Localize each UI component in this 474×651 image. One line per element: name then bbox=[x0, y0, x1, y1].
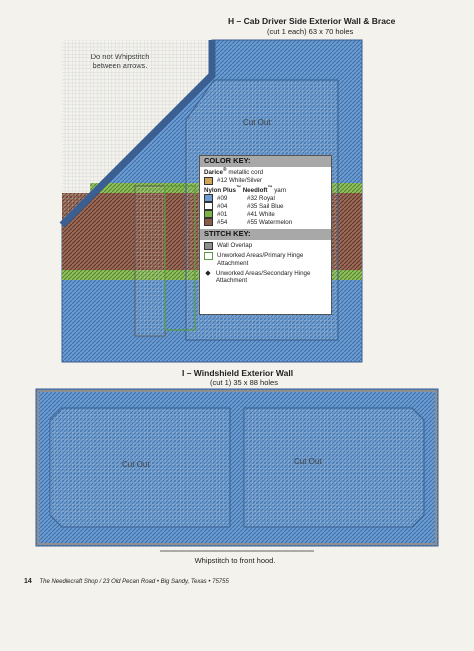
panel-i-title: I – Windshield Exterior Wall bbox=[182, 368, 294, 378]
footer-text: The Needlecraft Shop / 23 Old Pecan Road • Big Sandy, Texas • 75755 bbox=[39, 579, 229, 585]
swatch-green-outline bbox=[204, 252, 213, 260]
stitch-key-header: STITCH KEY: bbox=[200, 229, 331, 240]
key-row-yarn: #04 #35 Sail Blue bbox=[200, 202, 331, 210]
nylon-heading: Nylon Plus™ Needloft™ yarn bbox=[204, 184, 287, 194]
key-row-yarn: #09 #32 Royal bbox=[200, 194, 331, 202]
panel-i-note: Whipstitch to front hood. bbox=[194, 556, 276, 565]
key-row-darice: #12 White/Silver bbox=[200, 177, 331, 185]
panel-i-cutout-left-label: Cut Out bbox=[122, 460, 150, 469]
panel-i-subtitle: (cut 1) 35 x 88 holes bbox=[210, 378, 278, 387]
panel-h-cutout-label: Cut Out bbox=[243, 118, 271, 127]
swatch-gray bbox=[204, 242, 213, 250]
swatch-white bbox=[204, 202, 213, 210]
darice-heading: Darice® metallic cord bbox=[204, 167, 264, 177]
swatch-brown bbox=[204, 218, 213, 226]
color-key-header: COLOR KEY: bbox=[200, 156, 331, 167]
key-row-yarn: #54 #55 Watermelon bbox=[200, 218, 331, 226]
panel-h-title: H – Cab Driver Side Exterior Wall & Brace bbox=[228, 16, 396, 26]
swatch-blue bbox=[204, 194, 213, 202]
key-row-yarn: #01 #41 White bbox=[200, 210, 331, 218]
swatch-tan bbox=[204, 177, 213, 185]
stitch-row-wall-overlap: Wall Overlap bbox=[200, 242, 331, 250]
color-key-box bbox=[199, 155, 332, 315]
page-footer bbox=[24, 578, 229, 586]
page-number: 14 bbox=[24, 578, 32, 585]
panel-i-cutout-right bbox=[244, 408, 424, 527]
stitch-row-secondary-hinge: ◆ Unworked Areas/Secondary Hinge Attachment bbox=[205, 269, 311, 285]
panel-h-subtitle: (cut 1 each) 63 x 70 holes bbox=[267, 27, 354, 36]
swatch-green bbox=[204, 210, 213, 218]
diamond-icon: ◆ bbox=[205, 269, 211, 277]
stitch-row-primary-hinge: Unworked Areas/Primary Hinge Attachment bbox=[200, 252, 331, 267]
panel-h-brace-strip bbox=[135, 186, 165, 336]
panel-i-cutout-right-label: Cut Out bbox=[294, 457, 322, 466]
